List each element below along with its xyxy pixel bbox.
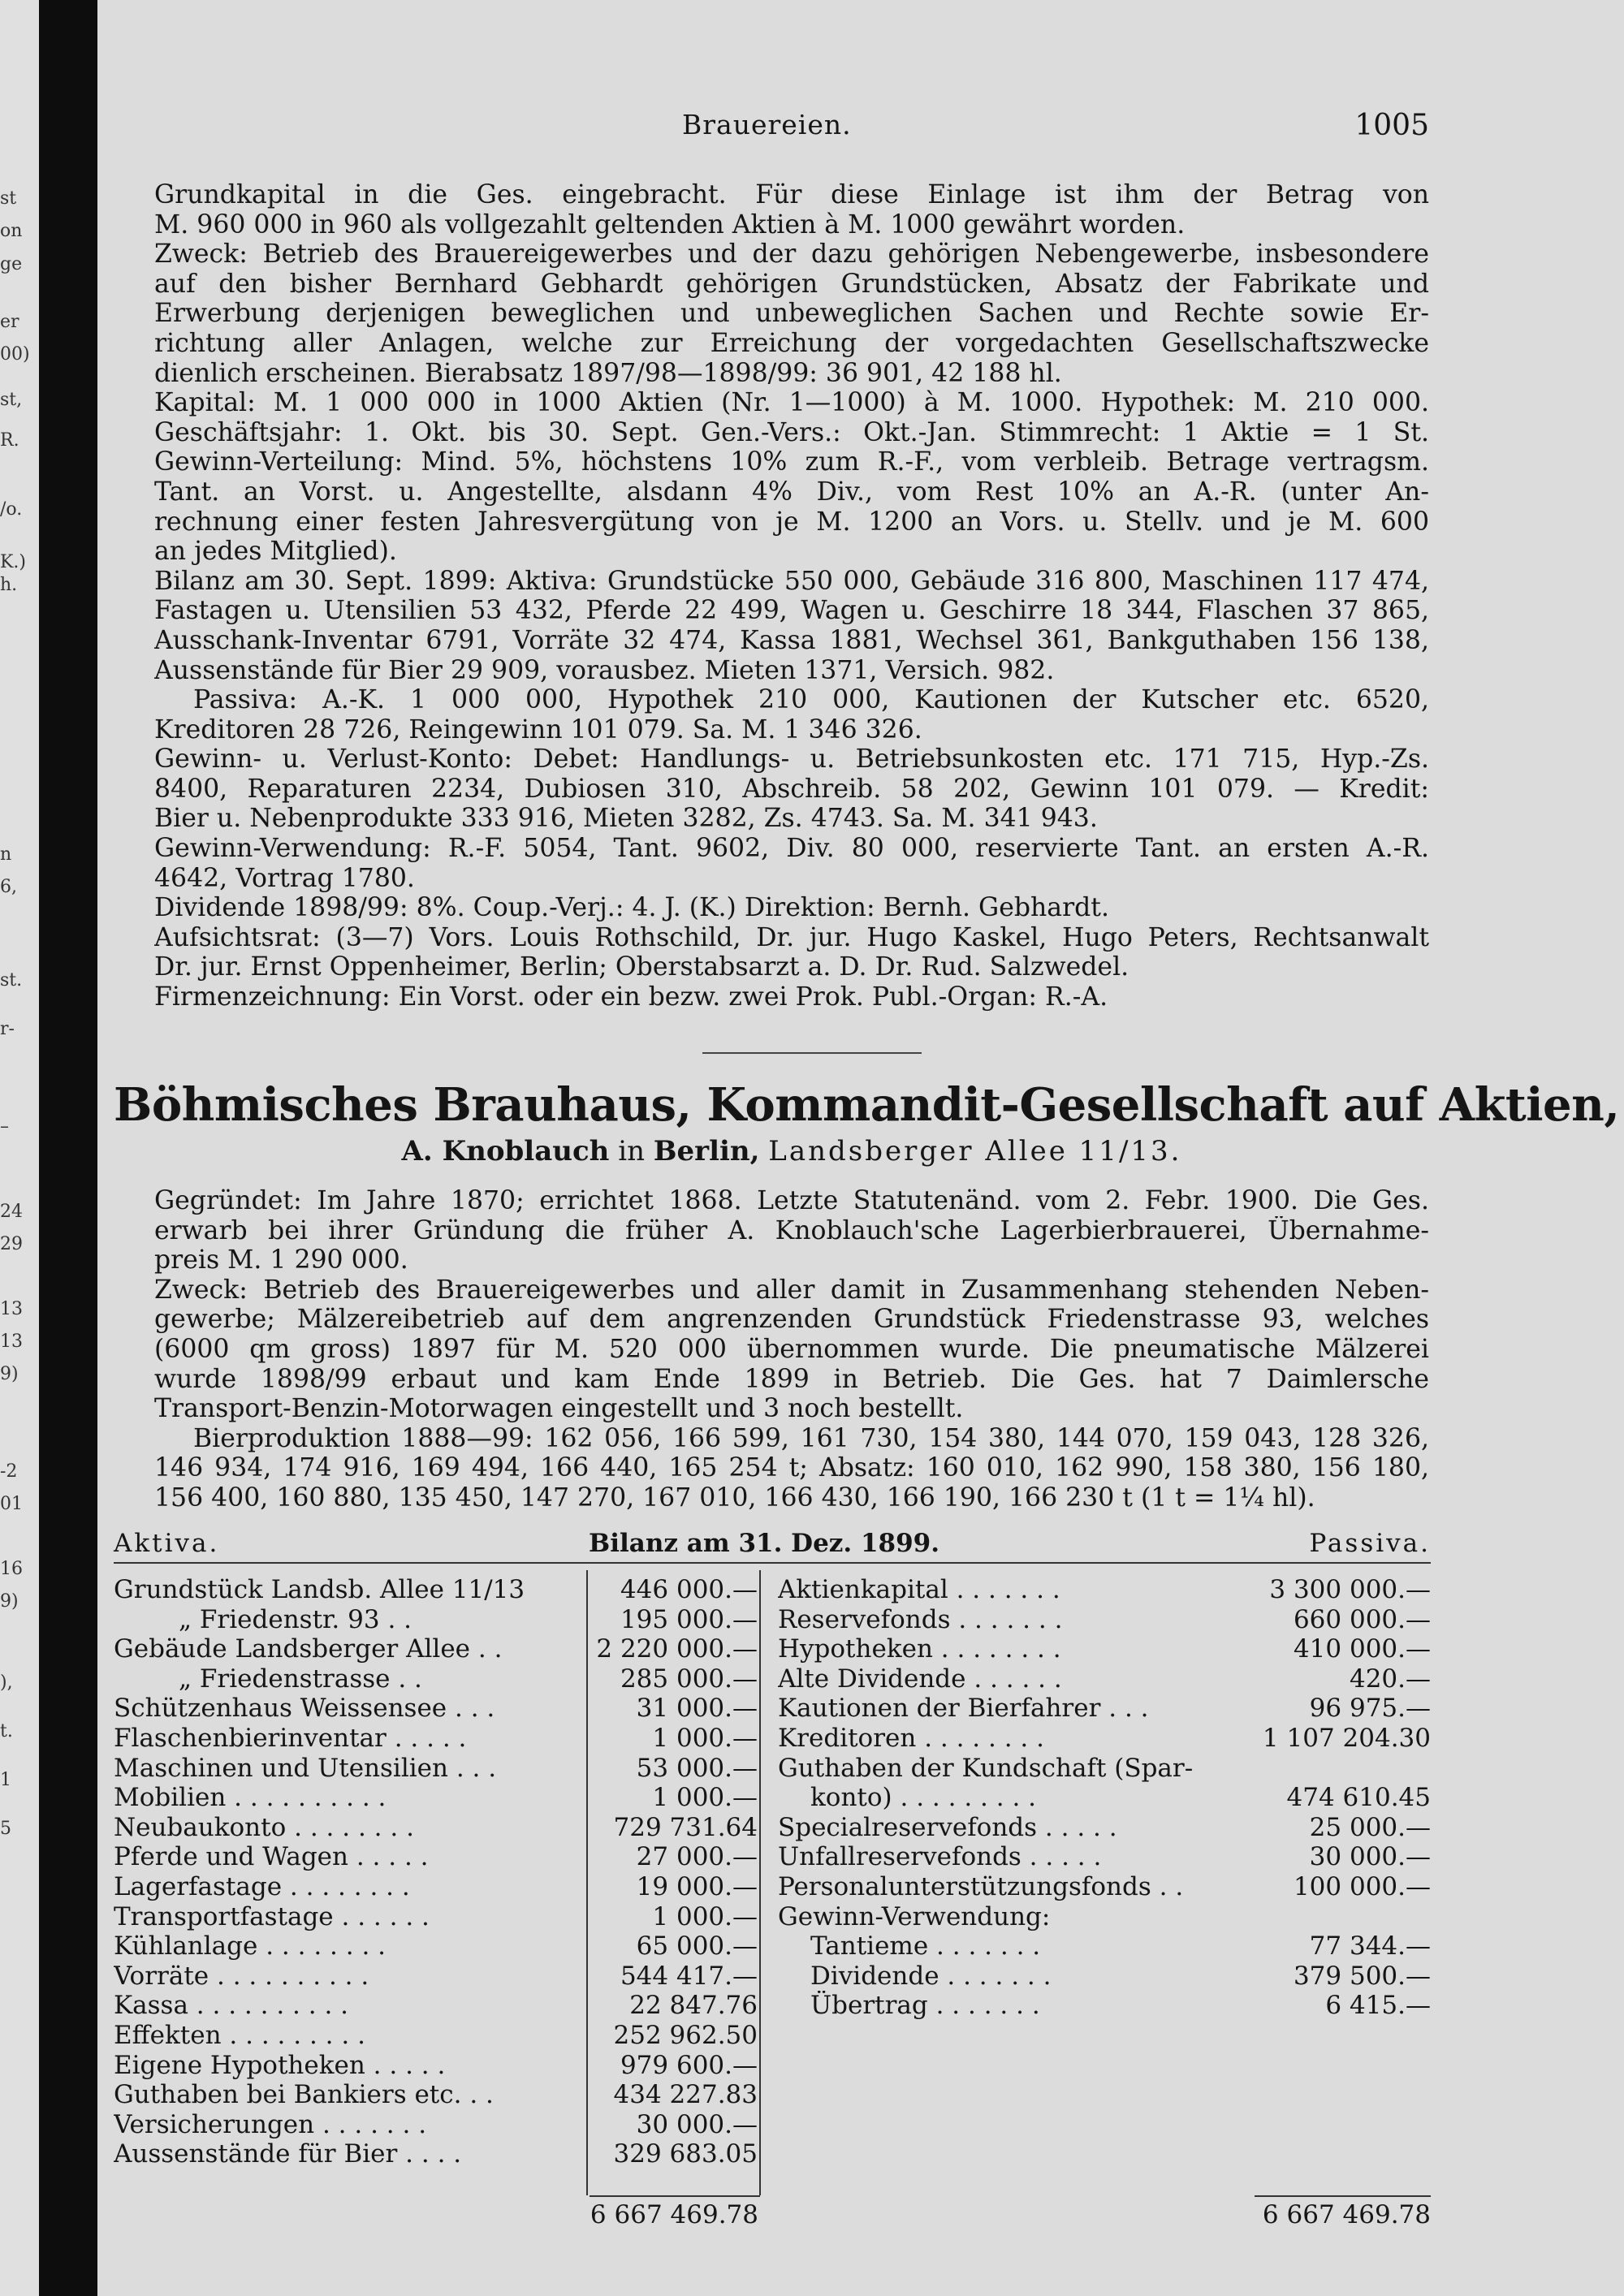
aktiva-row [114, 2080, 763, 2110]
aktiva-row [114, 1694, 763, 1724]
aktiva-row [114, 1664, 763, 1694]
aktiva-label: Versicherungen . . . . . . . [114, 2109, 427, 2139]
aktiva-label: Schützenhaus Weissensee . . . [114, 1694, 495, 1724]
passiva-label: konto) . . . . . . . . . [810, 1783, 1037, 1813]
aktiva-amount: 285 000.— [620, 1664, 758, 1694]
aktiva-label: Mobilien . . . . . . . . . . [114, 1783, 387, 1813]
aktiva-row [114, 1872, 763, 1902]
passiva-row [778, 1575, 1431, 1605]
margin-fragment: 29 [0, 1234, 23, 1254]
section1-line: Firmenzeichnung: Ein Vorst. oder ein bezw. zwei Prok. Publ.-Organ: R.-A. [154, 982, 1108, 1012]
aktiva-label: Neubaukonto . . . . . . . . [114, 1812, 414, 1842]
passiva-amount: 410 000.— [1293, 1634, 1431, 1664]
section1-line: auf den bisher Bernhard Gebhardt gehörigen Grundstücken, Absatz der Fabrikate und [154, 269, 1429, 299]
aktiva-amount: 65 000.— [636, 1931, 758, 1962]
aktiva-label: Kühlanlage . . . . . . . . [114, 1931, 387, 1962]
aktiva-label: Guthaben bei Bankiers etc. . . [114, 2080, 494, 2110]
aktiva-label: Gebäude Landsberger Allee . . [114, 1634, 503, 1664]
section1-line: Fastagen u. Utensilien 53 432, Pferde 22 499, Wagen u. Geschirre 18 344, Flaschen 37 865, [154, 596, 1429, 626]
section2-line: 156 400, 160 880, 135 450, 147 270, 167 010, 166 430, 166 190, 166 230 t (1 t = 1¼ hl). [154, 1482, 1315, 1513]
section2-line: Zweck: Betrieb des Brauereigewerbes und aller damit in Zusammenhang stehenden Neben- [154, 1275, 1429, 1305]
margin-fragment: 24 [0, 1202, 23, 1222]
margin-fragment: 00) [0, 344, 30, 365]
margin-fragment: 16 [0, 1559, 23, 1579]
aktiva-row [114, 1931, 763, 1962]
section1-line: Aufsichtsrat: (3—7) Vors. Louis Rothschild, Dr. jur. Hugo Kaskel, Hugo Peters, Rechtsanwalt [154, 922, 1429, 952]
aktiva-row [114, 1813, 763, 1843]
company-subheading [154, 1135, 1429, 1167]
aktiva-amount: 446 000.— [620, 1575, 758, 1604]
margin-fragment: 1 [0, 1770, 11, 1790]
aktiva-label: „ Friedenstr. 93 . . [179, 1604, 412, 1634]
aktiva-table [114, 1575, 763, 2169]
passiva-row [778, 1991, 1431, 2021]
margin-fragment: 9) [0, 1364, 19, 1384]
section2-line: gewerbe; Mälzereibetrieb auf dem angrenzenden Grundstück Friedenstrasse 93, welches [154, 1305, 1429, 1335]
aktiva-label: Eigene Hypotheken . . . . . [114, 2050, 446, 2080]
margin-fragment: – [0, 1116, 9, 1137]
aktiva-label: Pferde und Wagen . . . . . [114, 1842, 429, 1872]
company-name: Böhmisches Brauhaus, Kommandit-Gesellschaft auf Aktien, [114, 1078, 1620, 1132]
aktiva-amount: 252 962.50 [613, 2020, 758, 2050]
passiva-label: Kautionen der Bierfahrer . . . [778, 1694, 1149, 1724]
aktiva-row [114, 1724, 763, 1754]
passiva-amount: 3 300 000.— [1269, 1575, 1431, 1604]
passiva-label: Reservefonds . . . . . . . [778, 1604, 1063, 1634]
passiva-row [778, 1962, 1431, 1992]
aktiva-label: Kassa . . . . . . . . . . [114, 1991, 349, 2021]
section1-line: Aussenstände für Bier 29 909, vorausbez. Mieten 1371, Versich. 982. [154, 655, 1055, 685]
aktiva-label: Maschinen und Utensilien . . . [114, 1753, 497, 1783]
aktiva-label: Grundstück Landsb. Allee 11/13 [114, 1575, 525, 1604]
aktiva-row [114, 1991, 763, 2021]
margin-fragment: 9) [0, 1591, 19, 1612]
section1-line: 4642, Vortrag 1780. [154, 863, 415, 893]
section2-line: (6000 qm gross) 1897 für M. 520 000 übernommen wurde. Die pneumatische Mälzerei [154, 1334, 1429, 1364]
section1-line: Dividende 1898/99: 8%. Coup.-Verj.: 4. J. (K.) Direktion: Bernh. Gebhardt. [154, 893, 1109, 923]
bilanz-title: Bilanz am 31. Dez. 1899. [589, 1529, 940, 1558]
passiva-amount: 660 000.— [1293, 1604, 1431, 1634]
section1-line: 8400, Reparaturen 2234, Dubiosen 310, Abschreib. 58 202, Gewinn 101 079. — Kredit: [154, 774, 1429, 804]
passiva-label: Alte Dividende . . . . . . [778, 1664, 1062, 1694]
aktiva-row [114, 1842, 763, 1872]
section1-line: Geschäftsjahr: 1. Okt. bis 30. Sept. Gen.-Vers.: Okt.-Jan. Stimmrecht: 1 Aktie = 1 St. [154, 417, 1429, 447]
passiva-row [778, 1931, 1431, 1962]
aktiva-amount: 27 000.— [636, 1842, 758, 1872]
passiva-amount: 6 415.— [1325, 1991, 1431, 2021]
bilanz-header [114, 1529, 1431, 1560]
passiva-label: Gewinn-Verwendung: [778, 1901, 1051, 1931]
aktiva-row [114, 1634, 763, 1664]
aktiva-row [114, 2021, 763, 2051]
margin-fragment: er [0, 312, 19, 332]
company-entry-gebhardt [154, 180, 1429, 1012]
margin-fragment: st [0, 188, 17, 209]
aktiva-row [114, 1754, 763, 1784]
passiva-row [778, 1664, 1431, 1694]
page-number: 1005 [1354, 109, 1429, 142]
passiva-row [778, 1902, 1431, 1932]
aktiva-amount: 22 847.76 [629, 1991, 758, 2021]
passiva-amount: 100 000.— [1293, 1871, 1431, 1901]
running-header [585, 109, 1429, 145]
passiva-row [778, 1724, 1431, 1754]
margin-fragment: n [0, 844, 12, 865]
section2-line: wurde 1898/99 erbaut und kam Ende 1899 in Betrieb. Die Ges. hat 7 Daimlersche [154, 1364, 1429, 1394]
aktiva-row [114, 2110, 763, 2140]
section1-line: Bier u. Nebenprodukte 333 916, Mieten 3282, Zs. 4743. Sa. M. 341 943. [154, 804, 1098, 834]
margin-fragment: ), [0, 1672, 13, 1693]
margin-fragment: st. [0, 970, 23, 990]
passiva-label: Hypotheken . . . . . . . . [778, 1634, 1061, 1664]
section1-line: Kapital: M. 1 000 000 in 1000 Aktien (Nr. 1—1000) à M. 1000. Hypothek: M. 210 000. [154, 388, 1429, 418]
section2-line: erwarb bei ihrer Gründung die früher A. Knoblauch'sche Lagerbierbrauerei, Übernahme- [154, 1215, 1429, 1245]
margin-fragment: st, [0, 390, 23, 410]
section2-line: Transport-Benzin-Motorwagen eingestellt und 3 noch bestellt. [154, 1394, 964, 1424]
passiva-total: 6 667 469.78 [1262, 2200, 1431, 2229]
aktiva-amount: 1 000.— [652, 1901, 758, 1931]
passiva-row [778, 1783, 1431, 1813]
aktiva-row [114, 2051, 763, 2081]
aktiva-amount-rule [586, 1570, 588, 2195]
passiva-table [778, 1575, 1431, 2021]
book-binding-gutter [39, 0, 97, 2296]
aktiva-row [114, 1783, 763, 1813]
passiva-total-rule [1255, 2195, 1431, 2197]
aktiva-amount: 30 000.— [636, 2109, 758, 2139]
aktiva-label: Effekten . . . . . . . . . [114, 2020, 365, 2050]
passiva-label: Dividende . . . . . . . [810, 1961, 1052, 1991]
aktiva-amount: 329 683.05 [613, 2139, 758, 2169]
margin-fragment: /o. [0, 499, 23, 520]
aktiva-amount: 979 600.— [620, 2050, 758, 2080]
aktiva-label: Lagerfastage . . . . . . . . [114, 1871, 410, 1901]
running-title: Brauereien. [682, 109, 852, 140]
section1-line: Dr. jur. Ernst Oppenheimer, Berlin; Oberstabsarzt a. D. Dr. Rud. Salzwedel. [154, 952, 1129, 982]
passiva-label: Aktienkapital . . . . . . . [778, 1575, 1060, 1604]
section1-line: Gewinn-Verteilung: Mind. 5%, höchstens 10% zum R.-F., vom verbleib. Betrage vertragsm. [154, 447, 1429, 477]
aktiva-amount: 31 000.— [636, 1694, 758, 1724]
address: Landsberger Allee 11/13. [768, 1135, 1182, 1167]
passiva-label: Kreditoren . . . . . . . . [778, 1723, 1044, 1753]
aktiva-row [114, 1962, 763, 1992]
margin-fragment: ge [0, 254, 23, 274]
aktiva-label: Transportfastage . . . . . . [114, 1901, 430, 1931]
aktiva-label: Flaschenbierinventar . . . . . [114, 1723, 467, 1753]
passiva-row [778, 1634, 1431, 1664]
passiva-label: Personalunterstützungsfonds . . [778, 1871, 1184, 1901]
aktiva-amount: 53 000.— [636, 1753, 758, 1783]
section1-line: M. 960 000 in 960 als vollgezahlt geltenden Aktien à M. 1000 gewährt worden. [154, 209, 1186, 240]
passiva-row [778, 1754, 1431, 1784]
section1-line: Grundkapital in die Ges. eingebracht. Für diese Einlage ist ihm der Betrag von [154, 180, 1429, 209]
margin-fragment: K.) [0, 552, 27, 572]
section2-line: Bierproduktion 1888—99: 162 056, 166 599, 161 730, 154 380, 144 070, 159 043, 128 326, [193, 1423, 1429, 1453]
aktiva-row [114, 2139, 763, 2169]
margin-fragment: t. [0, 1721, 13, 1741]
aktiva-amount: 19 000.— [636, 1871, 758, 1901]
aktiva-amount: 2 220 000.— [596, 1634, 758, 1664]
section1-line: Gewinn-Verwendung: R.-F. 5054, Tant. 9602, Div. 80 000, reservierte Tant. an ersten A.-R. [154, 834, 1429, 864]
aktiva-label: „ Friedenstrasse . . [179, 1664, 422, 1694]
city-name: Berlin, [653, 1135, 760, 1167]
passiva-amount: 25 000.— [1309, 1812, 1431, 1842]
margin-fragment: 6, [0, 877, 17, 897]
aktiva-amount: 434 227.83 [613, 2080, 758, 2110]
section1-line: an jedes Mitglied). [154, 537, 397, 567]
passiva-amount: 420.— [1349, 1664, 1431, 1694]
left-margin-strip [0, 0, 39, 2296]
passiva-label: Unfallreservefonds . . . . . [778, 1842, 1102, 1872]
margin-fragment: r- [0, 1019, 15, 1039]
passiva-row [778, 1872, 1431, 1902]
margin-fragment: 13 [0, 1331, 23, 1352]
margin-fragment: 13 [0, 1299, 23, 1319]
section2-line: Gegründet: Im Jahre 1870; errichtet 1868. Letzte Statutenänd. vom 2. Febr. 1900. Die Ges. [154, 1186, 1429, 1215]
aktiva-row [114, 1902, 763, 1932]
aktiva-amount: 1 000.— [652, 1723, 758, 1753]
section2-line: preis M. 1 290 000. [154, 1245, 408, 1275]
section1-line: Kreditoren 28 726, Reingewinn 101 079. Sa. M. 1 346 326. [154, 714, 922, 744]
aktiva-row [114, 1605, 763, 1635]
section1-line: Tant. an Vorst. u. Angestellte, alsdann 4% Div., vom Rest 10% an A.-R. (unter An- [154, 477, 1429, 507]
passiva-label: Passiva. [1309, 1529, 1431, 1558]
margin-fragment: R. [0, 430, 19, 451]
bilanz-center-rule [759, 1570, 761, 2195]
section1-line: Zweck: Betrieb des Brauereigewerbes und der dazu gehörigen Nebengewerbe, insbesondere [154, 240, 1429, 270]
aktiva-label: Aktiva. [114, 1529, 220, 1558]
section1-line: Passiva: A.-K. 1 000 000, Hypothek 210 000, Kautionen der Kutscher etc. 6520, [193, 685, 1429, 715]
aktiva-total: 6 667 469.78 [590, 2200, 758, 2229]
company-entry-boehmisches-brauhaus [154, 1186, 1429, 1513]
passiva-amount: 96 975.— [1309, 1694, 1431, 1724]
margin-fragment: on [0, 221, 23, 241]
aktiva-amount: 729 731.64 [613, 1812, 758, 1842]
firm-name: A. Knoblauch [401, 1135, 610, 1167]
in-word: in [618, 1135, 645, 1167]
passiva-amount: 77 344.— [1309, 1931, 1431, 1962]
passiva-row [778, 1605, 1431, 1635]
margin-fragment: 5 [0, 1819, 11, 1839]
margin-fragment: h. [0, 575, 18, 595]
aktiva-row [114, 1575, 763, 1605]
margin-fragment: 01 [0, 1494, 23, 1514]
passiva-row [778, 1694, 1431, 1724]
passiva-amount: 474 610.45 [1286, 1783, 1431, 1813]
passiva-row [778, 1813, 1431, 1843]
section1-line: Ausschank-Inventar 6791, Vorräte 32 474, Kassa 1881, Wechsel 361, Bankguthaben 156 138, [154, 625, 1429, 655]
section1-line: dienlich erscheinen. Bierabsatz 1897/98—1898/99: 36 901, 42 188 hl. [154, 358, 1062, 388]
aktiva-label: Aussenstände für Bier . . . . [114, 2139, 462, 2169]
aktiva-amount: 544 417.— [620, 1961, 758, 1991]
passiva-label: Tantieme . . . . . . . [810, 1931, 1041, 1962]
passiva-label: Übertrag . . . . . . . [810, 1991, 1040, 2021]
section1-line: Gewinn- u. Verlust-Konto: Debet: Handlungs- u. Betriebsunkosten etc. 171 715, Hyp.-Zs. [154, 744, 1429, 775]
aktiva-label: Vorräte . . . . . . . . . . [114, 1961, 369, 1991]
section1-line: Erwerbung derjenigen beweglichen und unbeweglichen Sachen und Rechte sowie Er- [154, 299, 1429, 329]
section2-line: 146 934, 174 916, 169 494, 166 440, 165 254 t; Absatz: 160 010, 162 990, 158 380, 156 180, [154, 1453, 1429, 1483]
section1-line: richtung aller Anlagen, welche zur Erreichung der vorgedachten Gesellschaftszwecke [154, 328, 1429, 358]
passiva-amount: 1 107 204.30 [1262, 1723, 1431, 1753]
bilanz-top-rule [114, 1562, 1431, 1564]
passiva-amount: 30 000.— [1309, 1842, 1431, 1872]
passiva-row [778, 1842, 1431, 1872]
aktiva-amount: 1 000.— [652, 1783, 758, 1813]
section1-line: rechnung einer festen Jahresvergütung von je M. 1200 an Vors. u. Stellv. und je M. 600 [154, 507, 1429, 537]
section1-line: Bilanz am 30. Sept. 1899: Aktiva: Grundstücke 550 000, Gebäude 316 800, Maschinen 117 474, [154, 566, 1429, 596]
aktiva-amount: 195 000.— [620, 1604, 758, 1634]
passiva-label: Specialreservefonds . . . . . [778, 1812, 1117, 1842]
passiva-label: Guthaben der Kundschaft (Spar- [778, 1753, 1194, 1783]
aktiva-total-rule [590, 2195, 760, 2197]
passiva-amount: 379 500.— [1293, 1961, 1431, 1991]
section-separator [702, 1052, 922, 1054]
margin-fragment: -2 [0, 1461, 18, 1482]
